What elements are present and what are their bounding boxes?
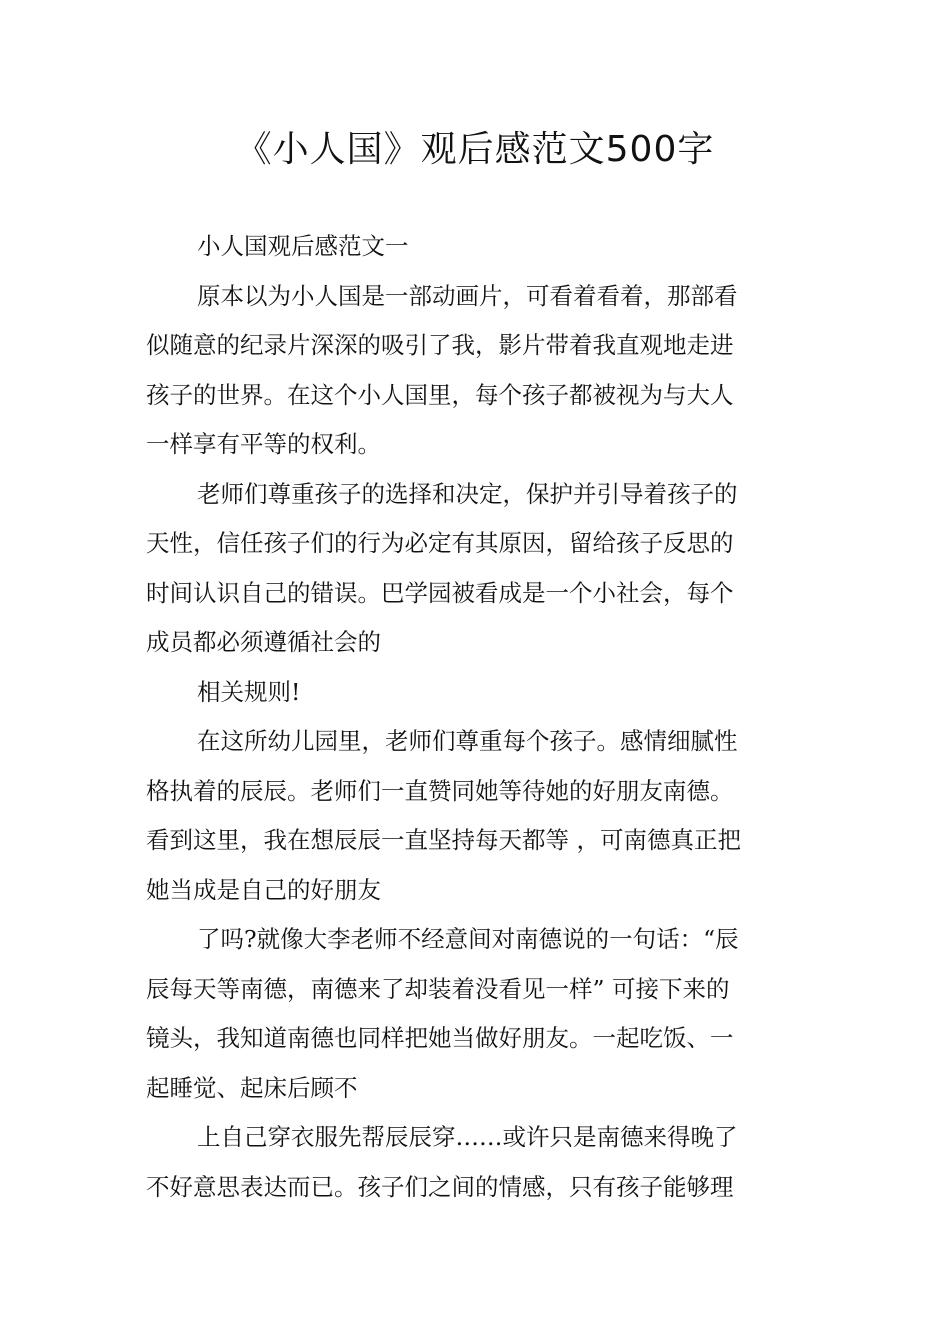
text-line: 成员都必须遵循社会的 bbox=[146, 628, 381, 656]
text-line: 时间认识自己的错误。巴学园被看成是一个小社会，每个 bbox=[146, 578, 734, 607]
text-line: 上自己穿衣服先帮辰辰穿……或许只是南德来得晚了 bbox=[197, 1123, 738, 1151]
text-line: 格执着的辰辰。老师们一直赞同她等待她的好朋友南德。 bbox=[146, 776, 734, 805]
text-line: 不好意思表达而已。孩子们之间的情感，只有孩子能够理 bbox=[146, 1172, 734, 1201]
text-line: 天性，信任孩子们的行为必定有其原因，留给孩子反思的 bbox=[146, 529, 734, 557]
text-line: 了吗?就像大李老师不经意间对南德说的一句话：“辰 bbox=[197, 925, 739, 953]
text-line: 相关规则! bbox=[197, 677, 301, 706]
text-line: 小人国观后感范文一 bbox=[197, 232, 409, 260]
text-line: 看到这里，我在想辰辰一直坚持每天都等 ，可南德真正把 bbox=[146, 826, 741, 854]
text-line: 一样享有平等的权利。 bbox=[146, 430, 381, 458]
text-line: 她当成是自己的好朋友 bbox=[146, 875, 381, 904]
document-body bbox=[146, 222, 806, 1212]
text-line: 似随意的纪录片深深的吸引了我，影片带着我直观地走进 bbox=[146, 331, 734, 359]
text-line: 原本以为小人国是一部动画片，可看着看着，那部看 bbox=[197, 281, 738, 310]
text-line: 在这所幼儿园里，老师们尊重每个孩子。感情细腻性 bbox=[197, 727, 738, 755]
text-line: 辰每天等南德，南德来了却装着没看见一样” 可接下来的 bbox=[146, 974, 730, 1003]
text-line: 老师们尊重孩子的选择和决定，保护并引导着孩子的 bbox=[197, 479, 738, 508]
document-title: 《小人国》观后感范文500字 bbox=[235, 129, 715, 170]
text-line: 起睡觉、起床后顾不 bbox=[146, 1073, 358, 1102]
text-line: 镜头，我知道南德也同样把她当做好朋友。一起吃饭、一 bbox=[146, 1024, 734, 1052]
text-line: 孩子的世界。在这个小人国里，每个孩子都被视为与大人 bbox=[146, 380, 734, 409]
